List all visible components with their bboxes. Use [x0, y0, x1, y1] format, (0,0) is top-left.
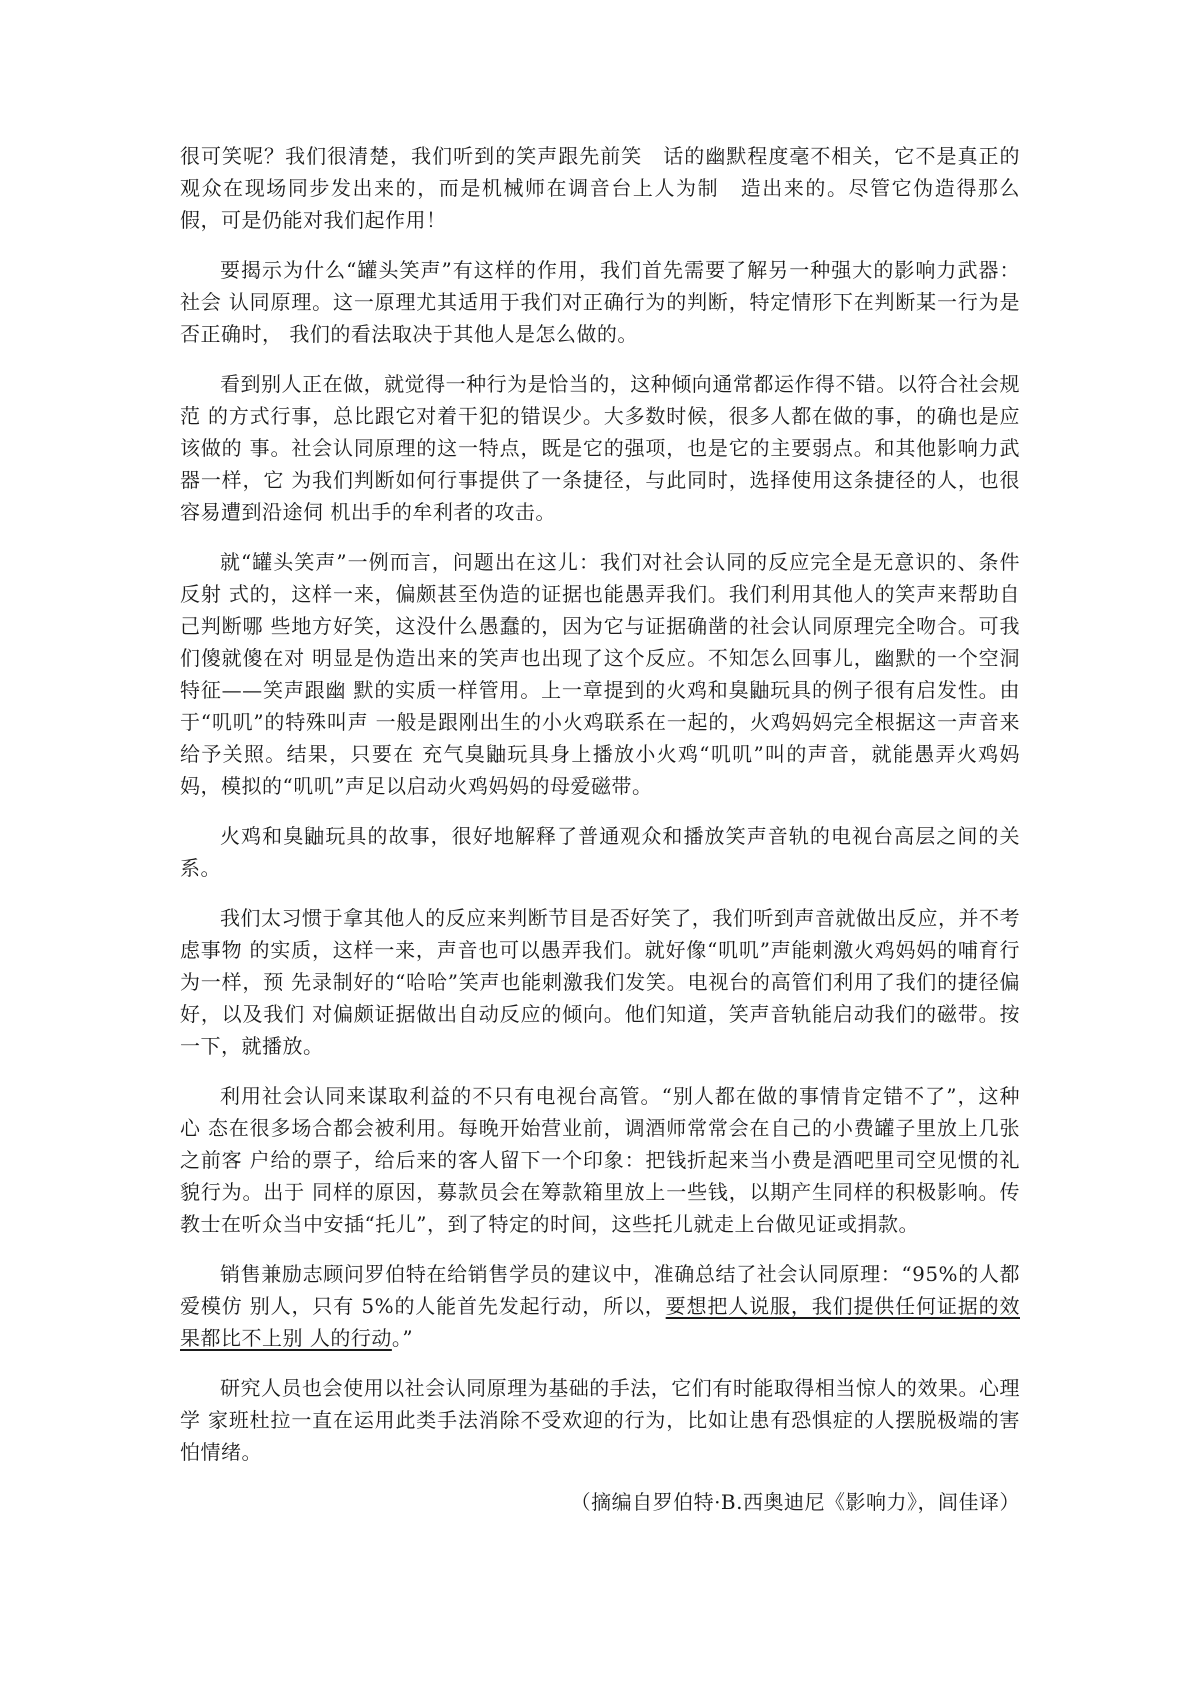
closing-paragraph: 研究人员也会使用以社会认同原理为基础的手法，它们有时能取得相当惊人的效果。心理学 家班杜拉一直在运用此类手法消除不受欢迎的行为，比如让患有恐惧症的人摆脱极端的害怕情绪。 [180, 1376, 1020, 1464]
source-citation: （摘编自罗伯特·B.西奥迪尼《影响力》，闾佳译） [570, 1490, 1020, 1514]
quote-paragraph [180, 1258, 1020, 1354]
quote-end-text: 。” [391, 1326, 414, 1350]
paragraph-4: 就“罐头笑声”一例而言，问题出在这儿：我们对社会认同的反应完全是无意识的、条件反射 式的，这样一来，偏颇甚至伪造的证据也能愚弄我们。我们利用其他人的笑声来帮助自己判断哪 些地方好笑，这没什么愚蠢的，因为它与证据确凿的社会认同原理完全吻合。可我们傻就傻在对 明显是伪造出来的笑声也出现了这个反应。不知怎么回事儿，幽默的一个空洞特征——笑声跟幽 默的实质一样管用。上一章提到的火鸡和臭鼬玩具的例子很有启发性。由于“叽叽”的特殊叫声 一般是跟刚出生的小火鸡联系在一起的，火鸡妈妈完全根据这一声音来给予关照。结果，只要在 充气臭鼬玩具身上播放小火鸡“叽叽”叫的声音，就能愚弄火鸡妈妈，模拟的“叽叽”声足以启动火鸡妈妈的母爱磁带。 [180, 550, 1020, 798]
paragraph-6: 我们太习惯于拿其他人的反应来判断节目是否好笑了，我们听到声音就做出反应，并不考虑事物 的实质，这样一来，声音也可以愚弄我们。就好像“叽叽”声能刺激火鸡妈妈的哺育行为一样，预 先录制好的“哈哈”笑声也能刺激我们发笑。电视台的高管们利用了我们的捷径偏好，以及我们 对偏颇证据做出自动反应的倾向。他们知道，笑声音轨能启动我们的磁带。按一下，就播放。 [180, 906, 1020, 1058]
paragraph-1: 很可笑呢？我们很清楚，我们听到的笑声跟先前笑 话的幽默程度毫不相关，它不是真正的观众在现场同步发出来的，而是机械师在调音台上人为制 造出来的。尽管它伪造得那么假，可是仍能对我们起作用！ [180, 144, 1020, 232]
paragraph-5: 火鸡和臭鼬玩具的故事，很好地解释了普通观众和播放笑声音轨的电视台高层之间的关系。 [180, 824, 1020, 880]
article-page [180, 140, 1020, 1518]
paragraph-2: 要揭示为什么“罐头笑声”有这样的作用，我们首先需要了解另一种强大的影响力武器：社会 认同原理。这一原理尤其适用于我们对正确行为的判断，特定情形下在判断某一行为是否正确时， 我们的看法取决于其他人是怎么做的。 [180, 258, 1020, 346]
paragraph-7: 利用社会认同来谋取利益的不只有电视台高管。“别人都在做的事情肯定错不了”，这种心 态在很多场合都会被利用。每晚开始营业前，调酒师常常会在自己的小费罐子里放上几张之前客 户给的票子，给后来的客人留下一个印象：把钱折起来当小费是酒吧里司空见惯的礼貌行为。出于 同样的原因，募款员会在筹款箱里放上一些钱，以期产生同样的积极影响。传教士在听众当中安插“托儿”，到了特定的时间，这些托儿就走上台做见证或捐款。 [180, 1084, 1020, 1236]
underlined-quote: 要想把人说服，我们提供任何证据的效果都比不上别 人的行动 [180, 1294, 1020, 1350]
quote-lead-text: 销售兼励志顾问罗伯特在给销售学员的建议中，准确总结了社会认同原理：“95%的人都爱模仿 别人，只有 5%的人能首先发起行动，所以， [180, 1262, 1020, 1318]
paragraph-3: 看到别人正在做，就觉得一种行为是恰当的，这种倾向通常都运作得不错。以符合社会规范 的方式行事，总比跟它对着干犯的错误少。大多数时候，很多人都在做的事，的确也是应该做的 事。社会认同原理的这一特点，既是它的强项，也是它的主要弱点。和其他影响力武器一样，它 为我们判断如何行事提供了一条捷径，与此同时，选择使用这条捷径的人，也很容易遭到沿途伺 机出手的牟利者的攻击。 [180, 372, 1020, 524]
